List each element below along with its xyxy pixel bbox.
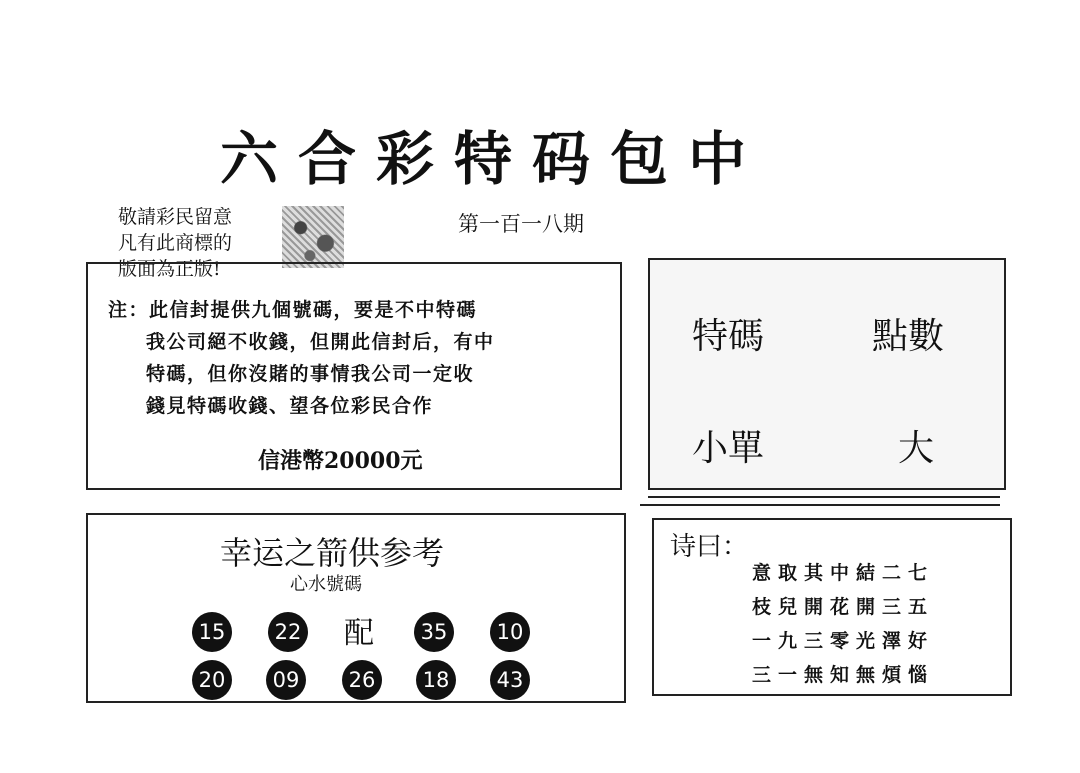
divider xyxy=(648,496,1000,498)
poem-lines xyxy=(752,556,934,692)
number-ball: 10 xyxy=(490,612,530,652)
notice-line: 敬請彩民留意 xyxy=(118,206,233,228)
number-ball: 20 xyxy=(192,660,232,700)
number-ball: 09 xyxy=(266,660,306,700)
note-line: 我公司絕不收錢，但開此信封后，有中 xyxy=(146,331,495,353)
price-label: 信港幣20000元 xyxy=(258,448,423,474)
notice-line: 版面為正版! xyxy=(118,258,221,280)
note-line: 注：此信封提供九個號碼，要是不中特碼 xyxy=(108,299,478,321)
code-label: 特碼 xyxy=(692,316,765,357)
poem-line: 三一無知無煩惱 xyxy=(752,664,935,686)
number-ball: 35 xyxy=(414,612,454,652)
divider xyxy=(640,504,1000,506)
lucky-title: 幸运之箭供参考 xyxy=(220,534,445,572)
poem-line: 意取其中結二七 xyxy=(752,562,935,584)
points-value: 大 xyxy=(898,428,935,469)
number-ball: 22 xyxy=(268,612,308,652)
lucky-subtitle: 心水號碼 xyxy=(290,574,362,595)
notice-line: 凡有此商標的 xyxy=(118,232,233,254)
poem-title: 诗曰： xyxy=(670,532,749,562)
note-line: 特碼，但你沒賭的事情我公司一定收 xyxy=(146,363,475,385)
issue-number: 第一百一八期 xyxy=(458,212,584,236)
code-value: 小單 xyxy=(692,428,765,469)
number-ball: 15 xyxy=(192,612,232,652)
seal-logo-icon xyxy=(282,206,344,268)
points-label: 點數 xyxy=(872,316,945,357)
number-ball: 43 xyxy=(490,660,530,700)
pair-label: 配 xyxy=(344,616,374,651)
number-ball: 18 xyxy=(416,660,456,700)
page-title: 六合彩特码包中 xyxy=(220,125,767,193)
note-text xyxy=(108,294,495,422)
poem-line: 一九三零光澤好 xyxy=(752,630,935,652)
poem-line: 枝兒開花開三五 xyxy=(752,596,935,618)
number-ball: 26 xyxy=(342,660,382,700)
note-line: 錢見特碼收錢、望各位彩民合作 xyxy=(146,395,434,417)
